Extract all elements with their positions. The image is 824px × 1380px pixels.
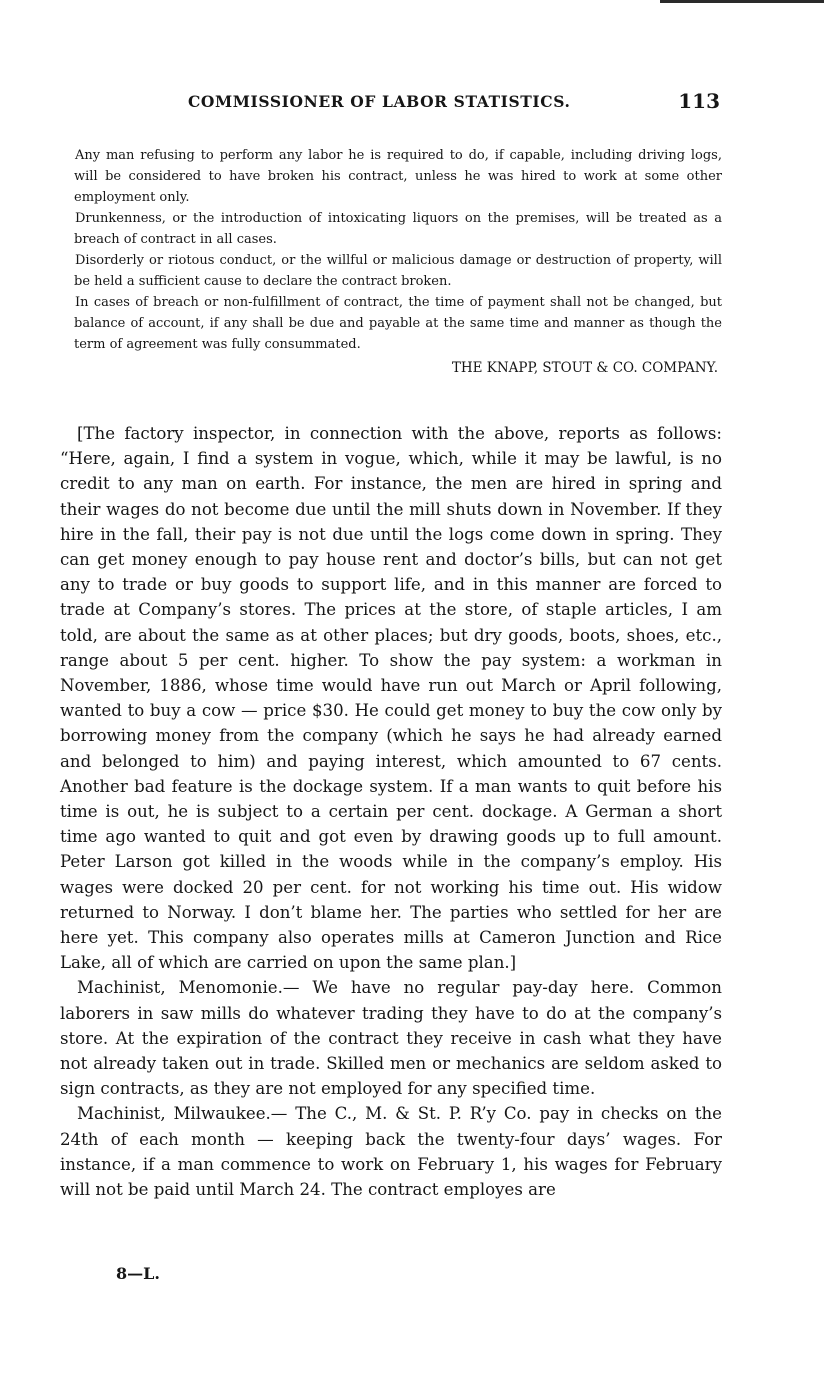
body-text — [60, 421, 722, 1202]
menomonie-paragraph: Machinist, Menomonie.— We have no regular pay-day here. Common laborers in saw mills do whatever trading they have to do at the company’s store. At the expiration of the contract they receive in cash what they have not already taken out in trade. Skilled men or mechanics are seldom asked to sign contracts, as they are not employed for any specified time. — [60, 978, 722, 1099]
running-title: COMMISSIONER OF LABOR STATISTICS. — [188, 92, 571, 111]
contract-rules — [74, 145, 722, 379]
page-header — [60, 89, 724, 118]
rule-paragraph: Disorderly or riotous conduct, or the willful or malicious damage or destruction of property, will be held a sufficient cause to declare the contract broken. — [74, 253, 722, 289]
milwaukee-paragraph: Machinist, Milwaukee.— The C., M. & St. P. R’y Co. pay in checks on the 24th of each month — keeping back the twenty-four days’ wages. For instance, if a man commence to work on February 1, his wages for February will not be paid until March 24. The contract employes are — [60, 1104, 722, 1200]
rule-paragraph: Drunkenness, or the introduction of intoxicating liquors on the premises, will be treated as a breach of contract in all cases. — [74, 211, 722, 247]
company-signature: THE KNAPP, STOUT & CO. COMPANY. — [451, 360, 718, 376]
rule-paragraph: In cases of breach or non-fulfillment of contract, the time of payment shall not be changed, but balance of account, if any shall be due and payable at the same time and manner as though the term of agreement was fully consummated. — [74, 295, 722, 352]
top-edge-rule — [660, 0, 824, 3]
page-number: 113 — [678, 89, 720, 113]
signature-mark: 8—L. — [116, 1264, 160, 1283]
rule-paragraph: Any man refusing to perform any labor he is required to do, if capable, including driving logs, will be considered to have broken his contract, unless he was hired to work at some other employment only. — [74, 148, 722, 205]
inspector-report-paragraph: [The factory inspector, in connection with the above, reports as follows: “Here, again, I find a system in vogue, which, while it may be lawful, is no credit to any man on earth. For instance, the men are hired in spring and their wages do not become due until the mill shuts down in November. If they hire in the fall, their pay is not due until the logs come down in spring. They can get money enough to pay house rent and doctor’s bills, but can not get any to trade or buy goods to support life, and in this manner are forced to trade at Company’s stores. The prices at the store, of staple articles, I am told, are about the same as at other places; but dry goods, boots, shoes, etc., range about 5 per cent. higher. To show the pay system: a workman in November, 1886, whose time would have run out March or April following, wanted to buy a cow — price $30. He could get money to buy the cow only by borrowing money from the company (which he says he had already earned and belonged to him) and paying interest, which amounted to 67 cents. Another bad feature is the dockage system. If a man wants to quit before his time is out, he is subject to a certain per cent. dockage. A German a short time ago wanted to quit and got even by drawing goods up to full amount. Peter Larson got killed in the woods while in the company’s employ. His wages were docked 20 per cent. for not working his time out. His widow returned to Norway. I don’t blame her. The parties who settled for her are here yet. This company also operates mills at Cameron Junction and Rice Lake, all of which are carried on upon the same plan.] — [60, 424, 722, 973]
